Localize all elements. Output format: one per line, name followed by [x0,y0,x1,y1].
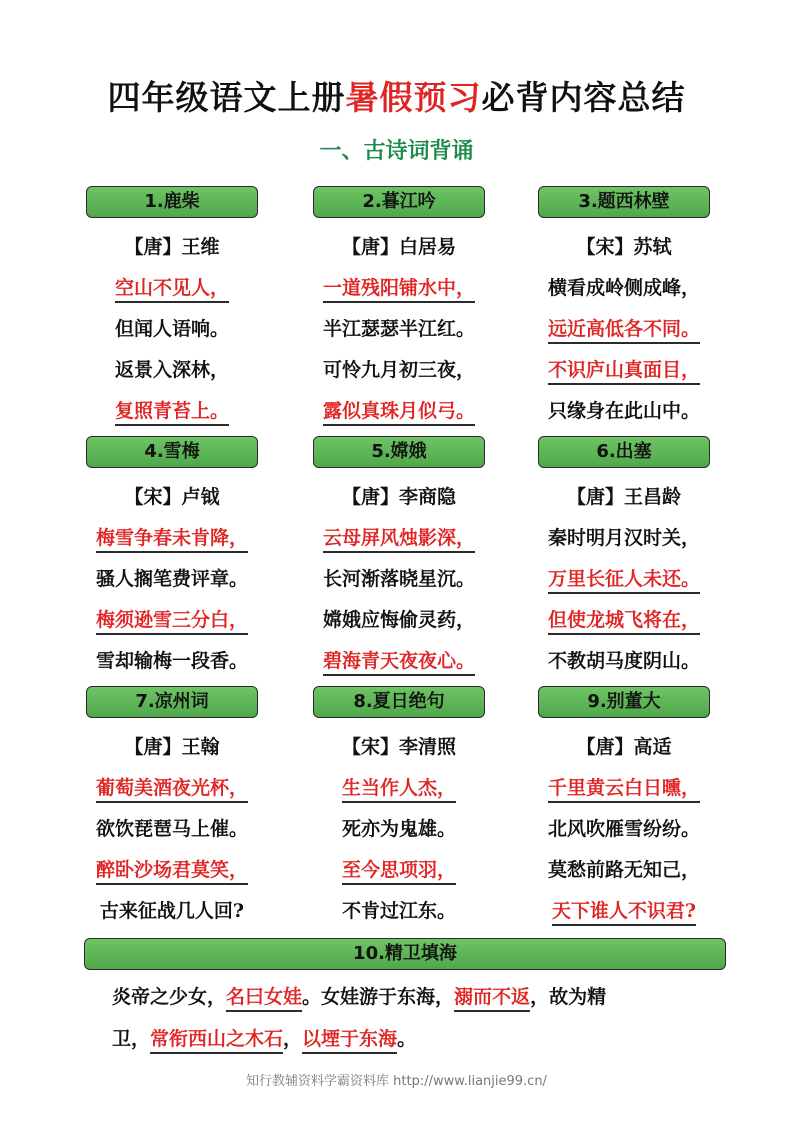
poem-author: 【宋】李清照 [341,736,456,758]
poem-line: 长河渐落晓星沉。 [322,568,475,590]
poem-line: 但使龙城飞将在， [499,600,749,641]
poem-title: 2.暮江吟 [313,186,485,218]
poem-author: 【唐】王昌龄 [566,486,681,508]
poem-line: 复照青苔上。 [47,391,297,432]
poem-line: 空山不见人， [47,268,297,309]
poem-line: 醉卧沙场君莫笑， [47,850,297,891]
poem-card [274,186,524,432]
title-highlight: 暑假预习 [345,78,482,117]
poem-title: 6.出塞 [538,436,710,468]
poem-card [47,686,297,932]
poem-author: 【唐】王维 [124,236,220,258]
poem-author: 【宋】卢钺 [124,486,220,508]
poem-line: 半江瑟瑟半江红。 [322,318,475,340]
poem-card [499,186,749,432]
prose-segment-highlight: 常衔西山之木石 [150,1028,283,1054]
poem-line: 不教胡马度阴山。 [547,650,700,672]
prose-segment-highlight: 以堙于东海 [302,1028,397,1054]
poem-author: 【宋】苏轼 [576,236,672,258]
poem-title: 4.雪梅 [86,436,258,468]
poem-author: 【唐】白居易 [341,236,456,258]
poem-line: 远近高低各不同。 [499,309,749,350]
poem-line: 梅须逊雪三分白， [47,600,297,641]
poem-line: 万里长征人未还。 [499,559,749,600]
poem-card [47,436,297,682]
poem-line: 不肯过江东。 [341,900,456,922]
poem-title: 9.别董大 [538,686,710,718]
prose-segment: 卫， [112,1028,151,1050]
prose-segment: 。女娃游于东海， [302,986,455,1008]
poem-line: 只缘身在此山中。 [547,400,700,422]
poem-line: 骚人搁笔费评章。 [95,568,248,590]
poem-line: 至今思项羽， [274,850,524,891]
poem-card [274,436,524,682]
prose-segment: 。 [397,1028,417,1050]
poem-line: 雪却输梅一段香。 [95,650,248,672]
poem-title: 5.嫦娥 [313,436,485,468]
poem-author: 【唐】王翰 [124,736,220,758]
poem-line: 葡萄美酒夜光杯， [47,768,297,809]
poem-line: 秦时明月汉时关， [547,527,700,549]
poem-line: 但闻人语响。 [114,318,229,340]
poem-line: 死亦为鬼雄。 [341,818,456,840]
poem-line: 露似真珠月似弓。 [274,391,524,432]
prose-segment: ， [283,1028,303,1050]
prose-segment: ，故为精 [530,986,607,1008]
poem-line: 嫦娥应悔偷灵药， [322,609,475,631]
poem-card [274,686,524,932]
poem-card [499,436,749,682]
poem-title: 1.鹿柴 [86,186,258,218]
section-subtitle: 一、古诗词背诵 [319,138,474,164]
poem-line: 欲饮琵琶马上催。 [95,818,248,840]
poem-line: 横看成岭侧成峰， [547,277,700,299]
poem-title: 3.题西林壁 [538,186,710,218]
poem-card [47,186,297,432]
poem-line: 云母屏风烛影深， [274,518,524,559]
page-title [0,72,793,119]
title-part1: 四年级语文上册 [107,78,346,117]
poem-author: 【唐】李商隐 [341,486,456,508]
prose-line-2 [112,1019,752,1059]
prose-segment-highlight: 名曰女娃 [226,986,302,1012]
poem-line: 古来征战几人回? [99,900,245,922]
title-part2: 必背内容总结 [481,78,686,117]
poem-line: 千里黄云白日曛， [499,768,749,809]
poem-line: 不识庐山真面目， [499,350,749,391]
poem-line: 可怜九月初三夜， [322,359,475,381]
poem-line: 北风吹雁雪纷纷。 [547,818,700,840]
poem-line: 一道残阳铺水中， [274,268,524,309]
poem-title: 8.夏日绝句 [313,686,485,718]
prose-title: 10.精卫填海 [84,938,726,970]
poem-line: 碧海青天夜夜心。 [274,641,524,682]
poem-card [499,686,749,932]
prose-line-1 [112,977,752,1017]
poem-line: 莫愁前路无知己， [547,859,700,881]
poem-line: 梅雪争春未肯降， [47,518,297,559]
prose-segment: 炎帝之少女， [112,986,227,1008]
prose-segment-highlight: 溺而不返 [454,986,530,1012]
poem-line: 返景入深林， [114,359,229,381]
footer-watermark: 知行教辅资料学霸资料库 http://www.lianjie99.cn/ [246,1074,547,1089]
poem-line: 生当作人杰， [274,768,524,809]
poem-line: 天下谁人不识君? [499,891,749,932]
poem-author: 【唐】高适 [576,736,672,758]
poem-title: 7.凉州词 [86,686,258,718]
